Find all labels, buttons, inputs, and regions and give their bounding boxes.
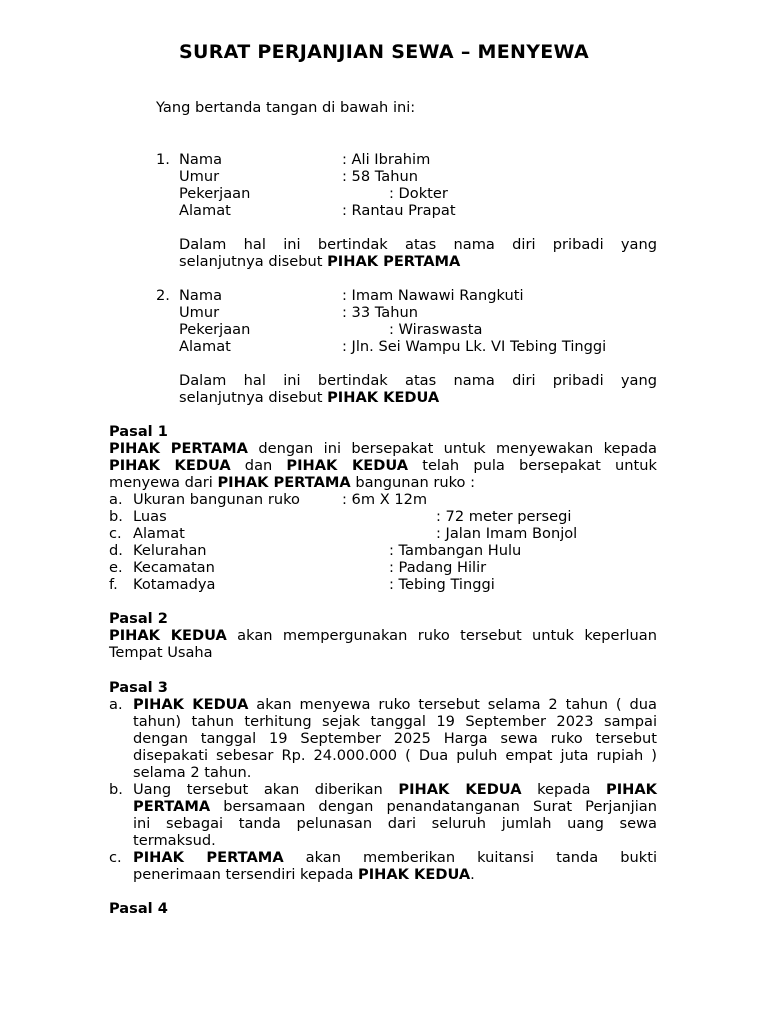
pasal1-item-f-label: Kotamadya: [133, 576, 216, 593]
pasal1-item-a-label: Ukuran bangunan ruko: [133, 491, 300, 508]
pasal1-body: PIHAK PERTAMA dengan ini bersepakat untuk menyewakan kepada PIHAK KEDUA dan PIHAK KEDUA telah pula bersepakat untuk menyewa dari PIHAK PERTAMA bangunan ruko :: [109, 440, 657, 491]
party1-address-label: Alamat: [179, 202, 231, 219]
party1-note-prefix: selanjutnya disebut: [179, 253, 328, 270]
party2-address-label: Alamat: [179, 338, 231, 355]
party2-name-label: Nama: [179, 287, 223, 304]
pasal3-item-a: PIHAK KEDUA akan menyewa ruko tersebut selama 2 tahun ( dua tahun) tahun terhitung sejak tanggal 19 September 2023 sampai dengan tanggal 19 September 2025 Harga sewa ruko tersebut disepakati sebesar Rp. 24.000.000 ( Dua puluh empat juta rupiah ) selama 2 tahun.: [133, 696, 657, 781]
pasal1-item-e-marker: e.: [109, 559, 123, 576]
pasal3-item-c: PIHAK PERTAMA akan memberikan kuitansi tanda bukti penerimaan tersendiri kepada PIHAK KEDUA.: [133, 849, 657, 883]
party2-designation: PIHAK KEDUA: [327, 389, 440, 406]
intro-text: Yang bertanda tangan di bawah ini:: [156, 99, 416, 116]
pasal2-body: PIHAK KEDUA akan mempergunakan ruko tersebut untuk keperluan Tempat Usaha: [109, 627, 657, 661]
party1-name-label: Nama: [179, 151, 223, 168]
party2-note-line1: Dalam hal ini bertindak atas nama diri pribadi yang: [179, 372, 657, 389]
party1-age-label: Umur: [179, 168, 220, 185]
pasal3-item-a-marker: a.: [109, 696, 123, 713]
party2-job-value: : Wiraswasta: [389, 321, 483, 338]
party1-age-value: : 58 Tahun: [342, 168, 418, 185]
party2-name-value: : Imam Nawawi Rangkuti: [342, 287, 524, 304]
party1-name-value: : Ali Ibrahim: [342, 151, 431, 168]
pasal1-item-d-value: : Tambangan Hulu: [389, 542, 522, 559]
party1-job-value: : Dokter: [389, 185, 448, 202]
pasal1-item-b-marker: b.: [109, 508, 123, 525]
pasal1-item-e-label: Kecamatan: [133, 559, 215, 576]
party1-designation: PIHAK PERTAMA: [327, 253, 461, 270]
document-title: SURAT PERJANJIAN SEWA – MENYEWA: [179, 41, 589, 63]
pasal3-heading: Pasal 3: [109, 679, 168, 696]
party1-note-line1: Dalam hal ini bertindak atas nama diri pribadi yang: [179, 236, 657, 253]
pasal3-item-b: Uang tersebut akan diberikan PIHAK KEDUA kepada PIHAK PERTAMA bersamaan dengan penandatanganan Surat Perjanjian ini sebagai tanda pelunasan dari seluruh jumlah uang sewa termaksud.: [133, 781, 657, 849]
pasal1-item-e-value: : Padang Hilir: [389, 559, 487, 576]
pasal4-heading: Pasal 4: [109, 900, 168, 917]
pasal1-heading: Pasal 1: [109, 423, 168, 440]
party2-number: 2.: [156, 287, 170, 304]
pasal2-heading: Pasal 2: [109, 610, 168, 627]
pasal3-item-b-marker: b.: [109, 781, 123, 798]
pasal1-item-c-label: Alamat: [133, 525, 185, 542]
pasal1-item-c-marker: c.: [109, 525, 122, 542]
party2-age-value: : 33 Tahun: [342, 304, 418, 321]
party1-job-label: Pekerjaan: [179, 185, 251, 202]
pasal1-item-d-marker: d.: [109, 542, 123, 559]
party2-note: [179, 372, 657, 406]
pasal3-item-c-marker: c.: [109, 849, 122, 866]
pasal1-item-f-marker: f.: [109, 576, 118, 593]
party1-address-value: : Rantau Prapat: [342, 202, 456, 219]
pasal1-item-a-value: : 6m X 12m: [342, 491, 428, 508]
pasal1-item-d-label: Kelurahan: [133, 542, 207, 559]
party2-job-label: Pekerjaan: [179, 321, 251, 338]
party1-number: 1.: [156, 151, 170, 168]
pasal1-item-b-label: Luas: [133, 508, 167, 525]
party2-address-value: : Jln. Sei Wampu Lk. VI Tebing Tinggi: [342, 338, 607, 355]
pasal1-item-f-value: : Tebing Tinggi: [389, 576, 495, 593]
party2-note-prefix: selanjutnya disebut: [179, 389, 328, 406]
pasal1-item-a-marker: a.: [109, 491, 123, 508]
party2-age-label: Umur: [179, 304, 220, 321]
party1-note: [179, 236, 657, 270]
pasal1-item-c-value: : Jalan Imam Bonjol: [436, 525, 578, 542]
pasal1-item-b-value: : 72 meter persegi: [436, 508, 572, 525]
